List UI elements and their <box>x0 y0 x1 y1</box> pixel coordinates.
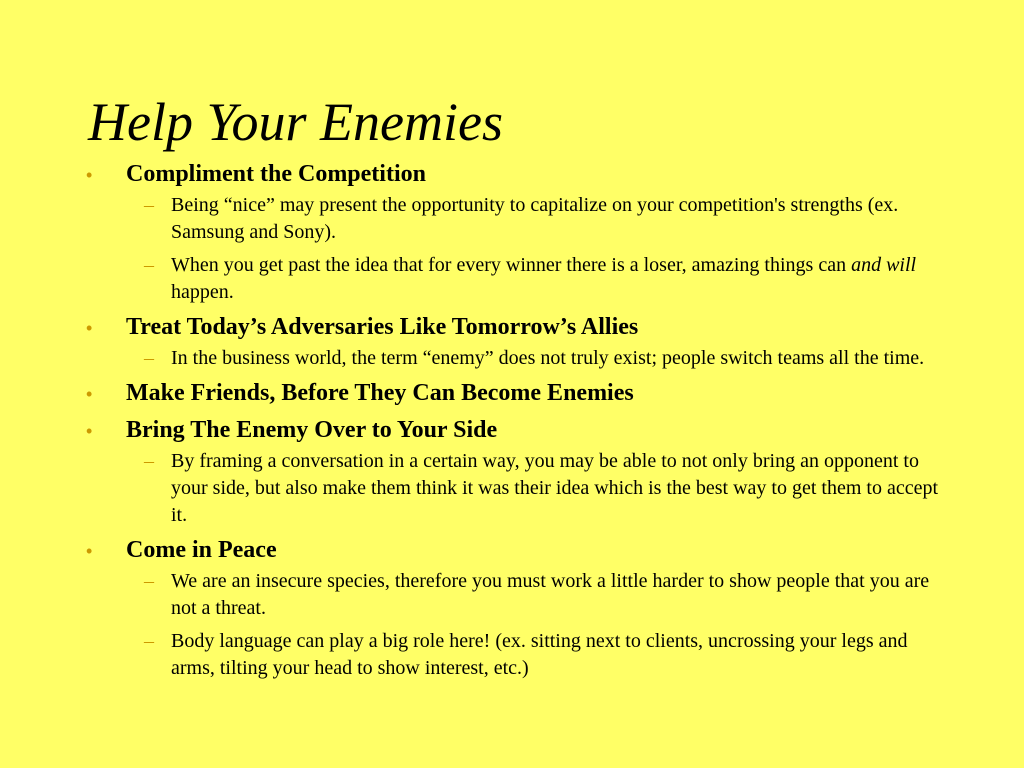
bullet-item <box>86 414 946 529</box>
bullet-item <box>86 158 946 306</box>
dash-icon: – <box>144 630 154 652</box>
dash-icon: – <box>144 570 154 592</box>
sub-bullet-item <box>126 252 946 306</box>
sub-bullet-emphasis: and will <box>851 254 917 276</box>
sub-bullet-text: In the business world, the term “enemy” does not truly exist; people switch teams all the time. <box>171 347 925 369</box>
dash-icon: – <box>144 194 154 216</box>
sub-bullet-text: Being “nice” may present the opportunity to capitalize on your competition's strengths (ex. Samsung and Sony). <box>171 194 899 243</box>
sub-bullet-text <box>171 254 916 303</box>
sub-bullet-text: By framing a conversation in a certain way, you may be able to not only bring an opponent to your side, but also make them think it was their idea which is the best way to get them to accept it. <box>171 450 939 526</box>
bullet-text: Make Friends, Before They Can Become Enemies <box>126 380 634 406</box>
sub-bullet-list <box>126 345 946 372</box>
sub-bullet-text-after: happen. <box>171 281 234 303</box>
sub-bullet-item <box>126 192 946 246</box>
bullet-icon: • <box>86 421 93 441</box>
bullet-icon: • <box>86 541 93 561</box>
bullet-icon: • <box>86 165 93 185</box>
sub-bullet-list <box>126 192 946 306</box>
sub-bullet-list <box>126 448 946 529</box>
sub-bullet-list <box>126 568 946 682</box>
sub-bullet-text-before: When you get past the idea that for every winner there is a loser, amazing things can <box>171 254 852 276</box>
bullet-icon: • <box>86 318 93 338</box>
bullet-item <box>86 534 946 682</box>
bullet-icon: • <box>86 384 93 404</box>
sub-bullet-item <box>126 345 946 372</box>
sub-bullet-item <box>126 568 946 622</box>
sub-bullet-item <box>126 628 946 682</box>
dash-icon: – <box>144 254 154 276</box>
bullet-text: Treat Today’s Adversaries Like Tomorrow’s Allies <box>126 314 639 340</box>
bullet-list <box>86 158 946 682</box>
bullet-item <box>86 311 946 372</box>
sub-bullet-text: We are an insecure species, therefore you must work a little harder to show people that you are not a threat. <box>171 570 930 619</box>
dash-icon: – <box>144 347 154 369</box>
bullet-text: Compliment the Competition <box>126 161 426 187</box>
bullet-text: Come in Peace <box>126 537 277 563</box>
sub-bullet-item <box>126 448 946 529</box>
dash-icon: – <box>144 450 154 472</box>
bullet-item <box>86 377 946 409</box>
slide-title: Help Your Enemies <box>88 92 503 152</box>
sub-bullet-text: Body language can play a big role here! (ex. sitting next to clients, uncrossing your legs and arms, tilting your head to show interest, etc.) <box>171 630 908 679</box>
bullet-text: Bring The Enemy Over to Your Side <box>126 417 498 443</box>
